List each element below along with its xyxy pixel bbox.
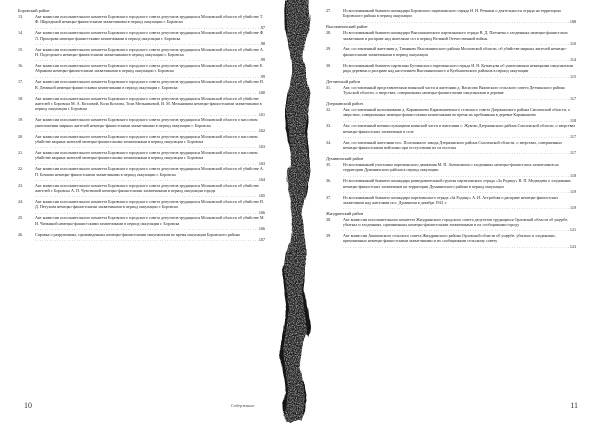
entry-title: Акт комиссии исполнительного комитета Боровского городского совета депутатов трудящихся Московской области об убийстве Т. Ф. Шкрединой немецко-фашистскими захватчиками в период оккупации г. Боровска: [35, 14, 263, 25]
leader-line: [343, 118, 576, 123]
leader-line: [343, 134, 576, 139]
entry-page: 123: [569, 243, 576, 249]
entry-page: 102: [258, 128, 265, 134]
entry-title: Акт комиссии исполнительного комитета Боровского городского совета депутатов трудящихся Московской области о массовом убийстве мирных жителей немецко-фашистскими захватчиками в период оккупации г. Боровска: [35, 150, 258, 161]
entry-number: 30.: [326, 62, 332, 68]
toc-entry: [18, 14, 265, 30]
entry-title: Акт комиссии исполнительного комитета Боровского городского совета депутатов трудящихся Московской области об убийстве И. В. Деминой немецко-фашистскими захватчиками в период оккупации г. Боровска: [35, 79, 264, 90]
entry-title: Из воспоминаний бывшего командира разведывательной группы партизанского отряда «За Родину» В. П. Медведева о злодеяниях немецко-фашистских захватчиков на территории Думиничского района в период оккупации: [343, 178, 571, 189]
leader-line: [343, 57, 576, 62]
entry-page: 105: [258, 193, 265, 199]
entry-page: 99: [260, 73, 265, 79]
leader-line: [343, 173, 576, 178]
entry-number: 13.: [18, 14, 24, 20]
right-page-contents: [326, 8, 576, 249]
toc-entry: [326, 8, 576, 24]
leader-line: [343, 189, 576, 194]
entry-number: 18.: [18, 95, 24, 101]
right-page-number: 11: [570, 401, 578, 410]
entry-number: 26.: [18, 231, 24, 237]
entry-number: 23.: [18, 182, 24, 188]
leader-line: [343, 19, 576, 24]
entry-title: Из воспоминаний бывшего командира Высокиничского партизанского отряда В. Д. Плетнева о злодеяниях немецко-фашистских захватчиков и расправе над жителями сел в период Великой Отечественной войны: [343, 30, 568, 41]
entry-page: 104: [258, 177, 265, 183]
leader-line: [35, 161, 265, 166]
entry-number: 29.: [326, 46, 332, 52]
leader-line: [35, 112, 265, 117]
section-title: Боровский район: [18, 8, 50, 14]
entry-title: Акт комиссии исполнительного комитета Боровского городского совета депутатов трудящихся Московской области об убийстве жителей г. Боровска М. А. Козловой, Коли Козлова, Толи Мельниковой, И. М. Мельникова немецко-фашистскими захватчиками в период оккупации г. Боровска: [35, 95, 262, 112]
toc-entry: [326, 178, 576, 194]
leader-line: [35, 74, 265, 79]
entry-number: 27.: [326, 8, 332, 13]
entry-number: 32.: [326, 107, 332, 113]
toc-entry: [18, 166, 265, 182]
leader-line: [343, 205, 576, 210]
entry-page: 107: [258, 237, 265, 243]
toc-entry: [326, 46, 576, 62]
entry-number: 16.: [18, 63, 24, 69]
entry-page: 117: [570, 134, 576, 140]
entry-number: 24.: [18, 199, 24, 205]
entry-number: 25.: [18, 215, 24, 221]
entry-page: 117: [570, 150, 576, 156]
toc-entry: [326, 63, 576, 79]
leader-line: [35, 25, 265, 30]
entry-title: Из воспоминаний бывшего партизана Бутчинского партизанского отряда И. Н. Кузнецова об уничтожении немецкими оккупантами ряда деревень и расправе над населением Высокиничского и Кузбышевского районов в период оккупации: [343, 62, 574, 74]
leader-line: [35, 177, 265, 182]
entry-number: 28.: [326, 30, 332, 36]
entry-title: Акт комиссии исполнительного комитета Боровского городского совета депутатов трудящихся Московской области об убийстве жителей г. Боровска А. П. Чувствовой немецко-фашистскими захватчиками в период оккупации города: [35, 182, 259, 194]
entry-title: Справка о разрушениях, произведенных немецко-фашистскими оккупантами во время оккупации Боровского района: [35, 231, 240, 237]
toc-entry: [18, 47, 265, 63]
section-title: Жиздринский район: [326, 211, 364, 217]
entry-page: 118: [570, 172, 576, 178]
left-page-number: 10: [24, 401, 32, 410]
toc-entry: [18, 79, 265, 95]
leader-line: [35, 210, 265, 215]
entry-title: Акт комиссии Акимовского сельского совета Жиздринского района Орловской области об ущербе, убытках и злодеяниях, причиненных немецко-фашистскими захватчиками и их сообщниками сельскому совету: [343, 233, 556, 244]
toc-entry: [18, 134, 265, 150]
toc-entry: [326, 217, 576, 233]
entry-title: Акт комиссии исполнительного комитета Боровского городского совета депутатов трудящихся Московской области об убийстве А. Н. Подгорского немецко-фашистскими захватчиками в период оккупации г. Боровска: [35, 46, 264, 58]
entry-number: 34.: [326, 139, 332, 145]
leader-line: [35, 90, 265, 95]
entry-title: Акт комиссии исполнительного комитета Боровского городского совета депутатов трудящихся Московской области об убийстве Е. Абрамова немецко-фашистскими захватчиками в период оккупации г. Боровска: [35, 63, 264, 74]
entry-page: 108: [569, 18, 576, 24]
leader-line: [343, 74, 576, 79]
toc-entry: [18, 63, 265, 79]
entry-page: 98: [260, 41, 265, 47]
leader-line: [35, 237, 265, 242]
entry-number: 36.: [326, 178, 332, 184]
entry-number: 17.: [18, 79, 24, 85]
center-ink-texture: [272, 0, 322, 424]
leader-line: [343, 227, 576, 232]
entry-page: 101: [258, 111, 265, 117]
entry-title: Акт, составленный жителями пос. Полотняного завода Дзержинского района Смоленской области, о зверствах, совершенных немецко-фашистскими войсками при отступлении их из поселка: [343, 139, 563, 151]
toc-entry: [18, 30, 265, 46]
toc-entry: [326, 123, 576, 139]
entry-title: Акт, составленный военнослужащими воинской части и жителями с. Жуково Дзержинского района Смоленской области, о зверствах немецко-фашистских захватчиков в селе: [343, 123, 576, 134]
entry-page: 106: [258, 226, 265, 232]
entry-title: Акт, составленный жителями д. Тимяково Высокиничского района Московской области, об убийстве мирных жителей немецко-фашистскими захватчиками в период оккупации: [343, 46, 567, 57]
entry-number: 20.: [18, 133, 24, 139]
section-title: Детчинский район: [326, 79, 360, 85]
toc-entry: [18, 150, 265, 166]
entry-number: 37.: [326, 194, 332, 200]
toc-entry: [326, 107, 576, 123]
entry-page: 119: [570, 205, 576, 211]
entry-title: Акт комиссии исполнительного комитета Боровского городского совета депутатов трудящихся Московской области об убийстве И. Д. Петухова немецко-фашистскими захватчиками в период оккупации г. Боровска: [35, 199, 264, 210]
entry-title: Акт комиссии исполнительного комитета Боровского городского совета депутатов трудящихся Московской области об убийстве А. П. Бочкова немецко-фашистскими захватчиками в период оккупации г. Боровска: [35, 166, 264, 177]
entry-title: Акт, составленный представителями воинской части и жителями д. Васисово Вязовского сельского совета Детчинского района Тульской области, о зверствах, совершенных немецко-фашистскими оккупантами в деревне: [343, 84, 565, 96]
entry-title: Акт комиссии исполнительного комитета Боровского городского совета депутатов трудящихся Московской области об убийстве Ф. Л. Прохорова немецко-фашистскими захватчиками в период оккупации г. Боровска: [35, 30, 265, 41]
leader-line: [35, 57, 265, 62]
entry-page: 110: [570, 40, 576, 46]
section-title: Дзержинский район: [326, 101, 363, 107]
entry-number: 14.: [18, 30, 24, 36]
entry-number: 21.: [18, 150, 24, 156]
entry-title: Из воспоминаний участника партизанского движения М. П. Антоновича о злодеяниях немецко-фашистских захватчиков на территории Думиничского района в период оккупации: [343, 161, 559, 173]
entry-number: 19.: [18, 117, 24, 123]
entry-page: 103: [258, 144, 265, 150]
entry-page: 115: [570, 73, 576, 79]
entry-number: 35.: [326, 161, 332, 167]
leader-line: [35, 226, 265, 231]
toc-entry: [326, 233, 576, 249]
leader-line: [343, 41, 576, 46]
leader-line: [35, 128, 265, 133]
toc-entry: [18, 199, 265, 215]
leader-line: [35, 144, 265, 149]
entry-page: 99: [260, 57, 265, 63]
entry-page: 121: [569, 227, 576, 233]
toc-entry: [18, 232, 265, 243]
entry-number: 39.: [326, 233, 332, 239]
entry-title: Акт комиссии исполнительного комитета Жиздринского городского совета депутатов трудящихся Орловской области об ущербе, убытках и злодеяниях, причиненных немецко-фашистскими захватчиками и их сообщниками городу: [343, 216, 569, 228]
section-title: Высокиничский район: [326, 24, 368, 30]
entry-title: Акт комиссии исполнительного комитета Боровского городского совета депутатов трудящихся Московской области о массовом убийстве мирных жителей немецко-фашистскими захватчиками в период оккупации г. Боровска: [35, 133, 258, 145]
entry-number: 22.: [18, 166, 24, 172]
entry-number: 31.: [326, 84, 332, 90]
toc-entry: [18, 117, 265, 133]
entry-page: 106: [258, 209, 265, 215]
entry-title: Акт, составленный колхозниками д. Карамышево Карамышевского сельского совета Дзержинского района Смоленской области, о зверствах, совершенных немецко-фашистскими захватчиками во время их пребывания в деревне Карамышево: [343, 107, 571, 118]
entry-title: Акт комиссии исполнительного комитета Боровского городского совета депутатов трудящихся Московской области об убийстве М. И. Чичкиной немецко-фашистскими захватчиками в период оккупации г. Боровска: [35, 215, 265, 226]
entry-page: 114: [570, 57, 576, 63]
entry-number: 15.: [18, 46, 24, 52]
entry-page: 103: [258, 160, 265, 166]
running-header: Содержание: [231, 403, 255, 408]
leader-line: [35, 41, 265, 46]
entry-title: Из воспоминаний бывшего командира партизанского отряда «За Родину» А. И. Астрабова о расправе немецко-фашистских захватчиков над жителями пос. Думиничи в декабре 1941 г.: [343, 194, 559, 205]
toc-entry: [326, 162, 576, 178]
entry-page: 118: [570, 117, 576, 123]
toc-entry: [326, 30, 576, 46]
section-title: Думиничский район: [326, 156, 364, 162]
toc-entry: [18, 183, 265, 199]
toc-entry: [18, 96, 265, 117]
toc-entry: [326, 140, 576, 156]
leader-line: [343, 96, 576, 101]
entry-number: 33.: [326, 123, 332, 129]
leader-line: [343, 244, 576, 249]
entry-page: 117: [570, 95, 576, 101]
entry-number: 38.: [326, 216, 332, 222]
entry-title: Из воспоминаний бывшего командира Боровского партизанского отряда И. Н. Речкина о деятельности отряда на территории Боровского района в период оккупации: [343, 8, 561, 19]
toc-entry: [326, 195, 576, 211]
left-page-contents: [18, 8, 265, 243]
leader-line: [343, 150, 576, 155]
entry-page: 119: [570, 188, 576, 194]
entry-page: 100: [258, 90, 265, 96]
toc-entry: [18, 215, 265, 231]
leader-line: [35, 193, 265, 198]
toc-entry: [326, 85, 576, 101]
entry-page: 97: [260, 24, 265, 30]
entry-title: Акт комиссии исполнительного комитета Боровского городского совета депутатов трудящихся Московской области о массовом уничтожении мирных жителей немецко-фашистскими захватчиками в период оккупации г. Боровска: [35, 117, 258, 128]
